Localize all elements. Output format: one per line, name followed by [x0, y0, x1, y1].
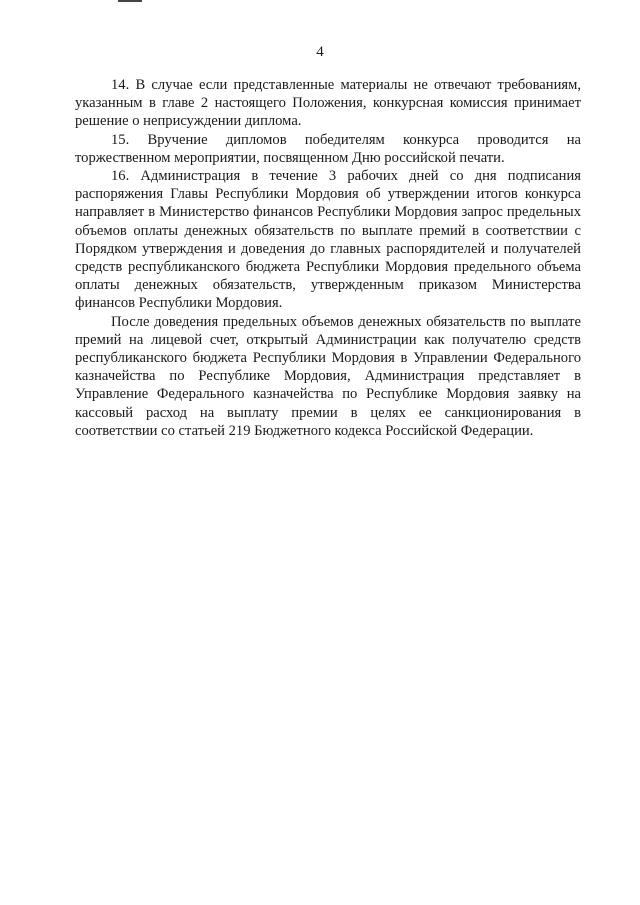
- page-number: 4: [316, 44, 324, 60]
- paragraph-16: 16. Администрация в течение 3 рабочих дней со дня подписания распоряжения Главы Республики Мордовия об утверждении итогов конкурса направляет в Министерство финансов Республики Мордовия запрос предельных объемов оплаты денежных обязательств по выплате премий в соответствии с Порядком утверждения и доведения до главных распорядителей и получателей средств республиканского бюджета Республики Мордовия предельного объема оплаты денежных обязательств, утвержденным приказом Министерства финансов Республики Мордовия.: [75, 168, 581, 312]
- scan-mark: [118, 0, 142, 2]
- document-body: [75, 76, 581, 440]
- paragraph-15: 15. Вручение дипломов победителям конкурса проводится на торжественном мероприятии, посвященном Дню российской печати.: [75, 131, 581, 166]
- paragraph-14: 14. В случае если представленные материалы не отвечают требованиям, указанным в главе 2 настоящего Положения, конкурсная комиссия принимает решение о неприсуждении диплома.: [75, 77, 581, 130]
- paragraph-16-continuation: После доведения предельных объемов денежных обязательств по выплате премий на лицевой счет, открытый Администрации как получателю средств республиканского бюджета Республики Мордовия в Управлении Федерального казначейства по Республике Мордовия, Администрация представляет в Управление Федерального казначейства по Республике Мордовия заявку на кассовый расход на выплату премии в целях ее санкционирования в соответствии со статьей 219 Бюджетного кодекса Российской Федерации.: [75, 313, 581, 439]
